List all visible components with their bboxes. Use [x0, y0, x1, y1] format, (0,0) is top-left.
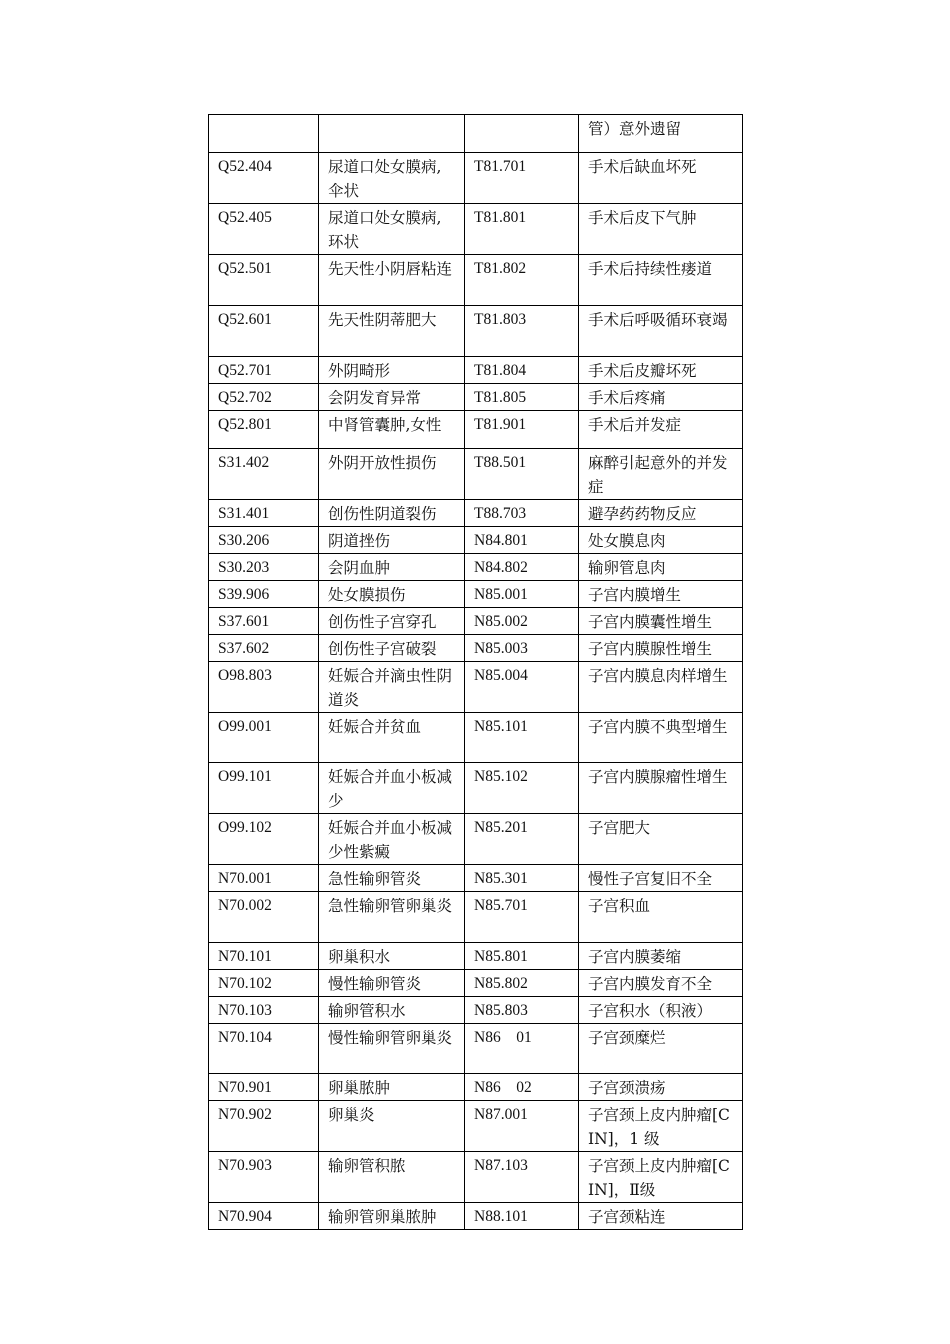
- code-cell: [209, 357, 319, 384]
- diagnosis-name-cell-text: 急性输卵管炎: [328, 870, 422, 888]
- code-cell: [209, 581, 319, 608]
- code-cell: [209, 1024, 319, 1074]
- table-row: [209, 608, 743, 635]
- table-row: [209, 554, 743, 581]
- code-cell: [209, 384, 319, 411]
- diagnosis-name-cell-text: 手术后皮下气肿: [588, 209, 697, 227]
- code-cell: [465, 449, 579, 500]
- code-cell-text: T81.804: [474, 362, 527, 379]
- diagnosis-name-cell: [579, 763, 743, 814]
- diagnosis-name-cell: [579, 1024, 743, 1074]
- diagnosis-name-cell: [319, 255, 465, 306]
- code-cell-text: N85.101: [474, 718, 528, 735]
- code-cell: [465, 500, 579, 527]
- table-row: [209, 115, 743, 153]
- document-page: [208, 114, 742, 1230]
- diagnosis-name-cell: [579, 357, 743, 384]
- code-cell: [465, 997, 579, 1024]
- table-row: [209, 662, 743, 713]
- diagnosis-name-cell: [319, 357, 465, 384]
- code-cell: [209, 997, 319, 1024]
- diagnosis-name-cell-text: 子宫内膜囊性增生: [588, 613, 713, 631]
- code-cell-text: N88.101: [474, 1208, 528, 1225]
- code-cell: [465, 608, 579, 635]
- code-cell-text: N85.002: [474, 613, 528, 630]
- code-cell-text: N87.001: [474, 1106, 528, 1123]
- diagnosis-name-cell-text: 慢性子宫复旧不全: [588, 870, 713, 888]
- code-cell-text: Q52.405: [218, 209, 272, 226]
- diagnosis-name-cell: [319, 411, 465, 449]
- code-cell-text: S30.206: [218, 532, 270, 549]
- diagnosis-name-cell-text: 子宫肥大: [588, 819, 651, 837]
- code-cell-text: N70.902: [218, 1106, 272, 1123]
- diagnosis-name-cell-text: 外阴畸形: [328, 362, 391, 380]
- code-cell-text: N70.002: [218, 897, 272, 914]
- code-cell-text: T81.701: [474, 158, 527, 175]
- diagnosis-name-cell-text: 尿道口处女膜病,环状: [328, 209, 442, 251]
- diagnosis-name-cell-text: 外阴开放性损伤: [328, 454, 437, 472]
- code-cell-text: T81.802: [474, 260, 527, 277]
- table-row: [209, 411, 743, 449]
- diagnosis-name-cell: [319, 943, 465, 970]
- code-cell-text: S31.401: [218, 505, 270, 522]
- diagnosis-name-cell-text: 先天性小阴唇粘连: [328, 260, 453, 278]
- table-row: [209, 635, 743, 662]
- code-cell: [465, 763, 579, 814]
- diagnosis-name-cell-text: 避孕药药物反应: [588, 505, 697, 523]
- code-cell: [465, 1101, 579, 1152]
- diagnosis-name-cell: [579, 662, 743, 713]
- diagnosis-name-cell: [579, 892, 743, 943]
- table-row: [209, 1074, 743, 1101]
- code-cell-text: T81.801: [474, 209, 527, 226]
- code-cell: [465, 892, 579, 943]
- diagnosis-name-cell: [579, 608, 743, 635]
- diagnosis-name-cell-text: 子宫颈糜烂: [588, 1029, 666, 1047]
- code-cell: [465, 204, 579, 255]
- table-row: [209, 713, 743, 763]
- diagnosis-name-cell-text: 会阴血肿: [328, 559, 391, 577]
- diagnosis-name-cell: [579, 997, 743, 1024]
- code-cell-text: N85.201: [474, 819, 528, 836]
- diagnosis-name-cell: [319, 892, 465, 943]
- diagnosis-name-cell: [579, 713, 743, 763]
- diagnosis-name-cell-text: 妊娠合并血小板减少: [328, 768, 453, 810]
- code-cell: [465, 713, 579, 763]
- diagnosis-name-cell-text: 手术后疼痛: [588, 389, 666, 407]
- code-cell: [209, 1203, 319, 1230]
- code-cell: [465, 943, 579, 970]
- code-cell-text: S30.203: [218, 559, 270, 576]
- code-cell-text: Q52.801: [218, 416, 272, 433]
- diagnosis-name-cell: [579, 527, 743, 554]
- diagnosis-name-cell-text: 妊娠合并滴虫性阴道炎: [328, 667, 453, 709]
- diagnosis-name-cell: [579, 1101, 743, 1152]
- diagnosis-name-cell-text: 先天性阴蒂肥大: [328, 311, 437, 329]
- code-cell: [465, 527, 579, 554]
- code-cell: [465, 255, 579, 306]
- code-cell: [465, 384, 579, 411]
- table-row: [209, 1203, 743, 1230]
- table-row: [209, 581, 743, 608]
- diagnosis-name-cell: [579, 814, 743, 865]
- code-cell-text: N70.104: [218, 1029, 272, 1046]
- code-cell: [209, 943, 319, 970]
- table-row: [209, 970, 743, 997]
- diagnosis-name-cell-text: 管）意外遗留: [588, 120, 682, 138]
- code-cell-text: O99.001: [218, 718, 272, 735]
- code-cell: [209, 1101, 319, 1152]
- diagnosis-name-cell-text: 卵巢炎: [328, 1106, 375, 1124]
- diagnosis-name-cell-text: 会阴发育异常: [328, 389, 422, 407]
- diagnosis-name-cell-text: 创伤性子宫破裂: [328, 640, 437, 658]
- code-cell-text: S37.602: [218, 640, 270, 657]
- diagnosis-name-cell: [319, 970, 465, 997]
- code-cell: [209, 115, 319, 153]
- diagnosis-name-cell-text: 手术后皮瓣坏死: [588, 362, 697, 380]
- diagnosis-name-cell: [319, 500, 465, 527]
- table-row: [209, 153, 743, 204]
- table-row: [209, 357, 743, 384]
- code-cell: [209, 153, 319, 204]
- diagnosis-name-cell: [579, 554, 743, 581]
- diagnosis-name-cell: [319, 997, 465, 1024]
- diagnosis-name-cell: [579, 115, 743, 153]
- code-cell-text: N70.001: [218, 870, 272, 887]
- diagnosis-name-cell-text: 妊娠合并血小板减少性紫癜: [328, 819, 453, 861]
- table-row: [209, 1101, 743, 1152]
- diagnosis-name-cell-text: 卵巢积水: [328, 948, 391, 966]
- diagnosis-name-cell-text: 输卵管积脓: [328, 1157, 406, 1175]
- diagnosis-name-cell: [579, 635, 743, 662]
- diagnosis-name-cell-text: 子宫积血: [588, 897, 651, 915]
- diagnosis-name-cell-text: 输卵管息肉: [588, 559, 666, 577]
- code-cell: [209, 635, 319, 662]
- diagnosis-name-cell-text: 创伤性阴道裂伤: [328, 505, 437, 523]
- code-cell: [465, 554, 579, 581]
- code-cell: [465, 115, 579, 153]
- diagnosis-name-cell-text: 子宫内膜腺瘤性增生: [588, 768, 728, 786]
- diagnosis-name-cell-text: 手术后并发症: [588, 416, 682, 434]
- diagnosis-name-cell: [319, 115, 465, 153]
- diagnosis-name-cell-text: 创伤性子宫穿孔: [328, 613, 437, 631]
- diagnosis-name-cell: [319, 449, 465, 500]
- code-cell: [209, 865, 319, 892]
- diagnosis-name-cell: [319, 814, 465, 865]
- code-cell-text: O99.102: [218, 819, 272, 836]
- diagnosis-name-cell-text: 阴道挫伤: [328, 532, 391, 550]
- code-cell-text: S31.402: [218, 454, 270, 471]
- table-body: [209, 115, 743, 1230]
- code-cell: [465, 153, 579, 204]
- code-cell: [209, 204, 319, 255]
- code-cell: [209, 970, 319, 997]
- code-cell: [465, 662, 579, 713]
- code-cell: [465, 306, 579, 357]
- table-row: [209, 1024, 743, 1074]
- diagnosis-name-cell: [319, 306, 465, 357]
- code-cell-text: Q52.702: [218, 389, 272, 406]
- diagnosis-code-table: [208, 114, 743, 1230]
- code-cell-text: N84.801: [474, 532, 528, 549]
- code-cell: [209, 1074, 319, 1101]
- diagnosis-name-cell-text: 子宫内膜不典型增生: [588, 718, 728, 736]
- diagnosis-name-cell-text: 子宫内膜发育不全: [588, 975, 713, 993]
- table-row: [209, 997, 743, 1024]
- diagnosis-name-cell: [319, 865, 465, 892]
- diagnosis-name-cell-text: 手术后呼吸循环衰竭: [588, 311, 728, 329]
- table-row: [209, 500, 743, 527]
- code-cell: [209, 527, 319, 554]
- code-cell-text: N85.802: [474, 975, 528, 992]
- diagnosis-name-cell: [319, 608, 465, 635]
- diagnosis-name-cell-text: 子宫内膜息肉样增生: [588, 667, 728, 685]
- table-row: [209, 527, 743, 554]
- code-cell-text: Q52.404: [218, 158, 272, 175]
- code-cell-text: T88.501: [474, 454, 527, 471]
- diagnosis-name-cell-text: 子宫内膜萎缩: [588, 948, 682, 966]
- code-cell: [465, 814, 579, 865]
- code-cell: [465, 357, 579, 384]
- diagnosis-name-cell: [319, 384, 465, 411]
- diagnosis-name-cell: [579, 581, 743, 608]
- diagnosis-name-cell-text: 尿道口处女膜病,伞状: [328, 158, 442, 200]
- code-cell: [209, 255, 319, 306]
- diagnosis-name-cell-text: 麻醉引起意外的并发症: [588, 454, 728, 496]
- code-cell: [465, 411, 579, 449]
- diagnosis-name-cell: [319, 1203, 465, 1230]
- diagnosis-name-cell: [319, 153, 465, 204]
- code-cell-text: N87.103: [474, 1157, 528, 1174]
- code-cell-text: N70.103: [218, 1002, 272, 1019]
- code-cell: [209, 500, 319, 527]
- code-cell-text: Q52.601: [218, 311, 272, 328]
- diagnosis-name-cell: [579, 1203, 743, 1230]
- code-cell: [465, 1152, 579, 1203]
- diagnosis-name-cell-text: 输卵管卵巢脓肿: [328, 1208, 437, 1226]
- diagnosis-name-cell-text: 输卵管积水: [328, 1002, 406, 1020]
- code-cell-text: N86 01: [474, 1029, 532, 1046]
- code-cell: [209, 449, 319, 500]
- code-cell: [465, 1024, 579, 1074]
- code-cell: [209, 608, 319, 635]
- diagnosis-name-cell-text: 子宫积水（积液）: [588, 1002, 713, 1020]
- diagnosis-name-cell: [579, 306, 743, 357]
- code-cell-text: N70.102: [218, 975, 272, 992]
- code-cell-text: Q52.501: [218, 260, 272, 277]
- code-cell-text: N85.803: [474, 1002, 528, 1019]
- code-cell-text: S37.601: [218, 613, 270, 630]
- code-cell: [465, 970, 579, 997]
- code-cell-text: N85.801: [474, 948, 528, 965]
- diagnosis-name-cell-text: 中肾管囊肿,女性: [328, 416, 442, 434]
- code-cell: [209, 306, 319, 357]
- diagnosis-name-cell: [319, 763, 465, 814]
- diagnosis-name-cell: [319, 713, 465, 763]
- code-cell: [209, 892, 319, 943]
- diagnosis-name-cell: [579, 384, 743, 411]
- diagnosis-name-cell-text: 手术后持续性瘘道: [588, 260, 713, 278]
- diagnosis-name-cell-text: 急性输卵管卵巢炎: [328, 897, 453, 915]
- diagnosis-name-cell: [579, 449, 743, 500]
- code-cell-text: N85.701: [474, 897, 528, 914]
- table-row: [209, 1152, 743, 1203]
- code-cell-text: T81.805: [474, 389, 527, 406]
- diagnosis-name-cell: [579, 204, 743, 255]
- diagnosis-name-cell-text: 慢性输卵管卵巢炎: [328, 1029, 453, 1047]
- diagnosis-name-cell: [579, 1074, 743, 1101]
- code-cell-text: Q52.701: [218, 362, 272, 379]
- diagnosis-name-cell: [319, 1152, 465, 1203]
- table-row: [209, 384, 743, 411]
- code-cell-text: O98.803: [218, 667, 272, 684]
- diagnosis-name-cell: [579, 411, 743, 449]
- code-cell-text: T88.703: [474, 505, 527, 522]
- code-cell-text: N70.904: [218, 1208, 272, 1225]
- diagnosis-name-cell: [319, 1074, 465, 1101]
- code-cell: [209, 713, 319, 763]
- code-cell: [209, 814, 319, 865]
- diagnosis-name-cell: [319, 527, 465, 554]
- code-cell: [209, 763, 319, 814]
- diagnosis-name-cell: [579, 1152, 743, 1203]
- diagnosis-name-cell-text: 子宫颈粘连: [588, 1208, 666, 1226]
- code-cell-text: N85.301: [474, 870, 528, 887]
- diagnosis-name-cell-text: 卵巢脓肿: [328, 1079, 391, 1097]
- code-cell: [465, 865, 579, 892]
- diagnosis-name-cell-text: 子宫颈溃疡: [588, 1079, 666, 1097]
- diagnosis-name-cell-text: 处女膜损伤: [328, 586, 406, 604]
- table-row: [209, 814, 743, 865]
- code-cell-text: N84.802: [474, 559, 528, 576]
- table-row: [209, 449, 743, 500]
- diagnosis-name-cell: [319, 204, 465, 255]
- code-cell-text: S39.906: [218, 586, 270, 603]
- code-cell-text: N85.102: [474, 768, 528, 785]
- table-row: [209, 763, 743, 814]
- diagnosis-name-cell: [319, 662, 465, 713]
- code-cell-text: N70.101: [218, 948, 272, 965]
- table-row: [209, 943, 743, 970]
- code-cell: [209, 1152, 319, 1203]
- code-cell: [209, 411, 319, 449]
- code-cell: [465, 1074, 579, 1101]
- code-cell-text: T81.901: [474, 416, 527, 433]
- code-cell-text: O99.101: [218, 768, 272, 785]
- diagnosis-name-cell-text: 子宫内膜腺性增生: [588, 640, 713, 658]
- code-cell: [465, 635, 579, 662]
- table-row: [209, 204, 743, 255]
- diagnosis-name-cell: [579, 153, 743, 204]
- diagnosis-name-cell: [319, 635, 465, 662]
- diagnosis-name-cell-text: 妊娠合并贫血: [328, 718, 422, 736]
- code-cell-text: N70.901: [218, 1079, 272, 1096]
- diagnosis-name-cell: [579, 943, 743, 970]
- diagnosis-name-cell-text: 子宫颈上皮内肿瘤[CIN]，1 级: [588, 1106, 730, 1148]
- diagnosis-name-cell: [319, 1024, 465, 1074]
- diagnosis-name-cell: [579, 500, 743, 527]
- code-cell-text: N85.003: [474, 640, 528, 657]
- code-cell-text: N70.903: [218, 1157, 272, 1174]
- diagnosis-name-cell-text: 处女膜息肉: [588, 532, 666, 550]
- table-row: [209, 892, 743, 943]
- table-row: [209, 306, 743, 357]
- diagnosis-name-cell: [319, 1101, 465, 1152]
- diagnosis-name-cell: [579, 865, 743, 892]
- table-row: [209, 255, 743, 306]
- code-cell-text: T81.803: [474, 311, 527, 328]
- diagnosis-name-cell: [579, 255, 743, 306]
- code-cell: [465, 581, 579, 608]
- code-cell: [465, 1203, 579, 1230]
- code-cell-text: N85.001: [474, 586, 528, 603]
- diagnosis-name-cell: [319, 581, 465, 608]
- diagnosis-name-cell: [579, 970, 743, 997]
- diagnosis-name-cell-text: 慢性输卵管炎: [328, 975, 422, 993]
- diagnosis-name-cell-text: 子宫内膜增生: [588, 586, 682, 604]
- diagnosis-name-cell-text: 手术后缺血坏死: [588, 158, 697, 176]
- table-row: [209, 865, 743, 892]
- diagnosis-name-cell-text: 子宫颈上皮内肿瘤[CIN]，Ⅱ级: [588, 1157, 730, 1199]
- diagnosis-name-cell: [319, 554, 465, 581]
- code-cell-text: N85.004: [474, 667, 528, 684]
- code-cell-text: N86 02: [474, 1079, 532, 1096]
- code-cell: [209, 662, 319, 713]
- code-cell: [209, 554, 319, 581]
